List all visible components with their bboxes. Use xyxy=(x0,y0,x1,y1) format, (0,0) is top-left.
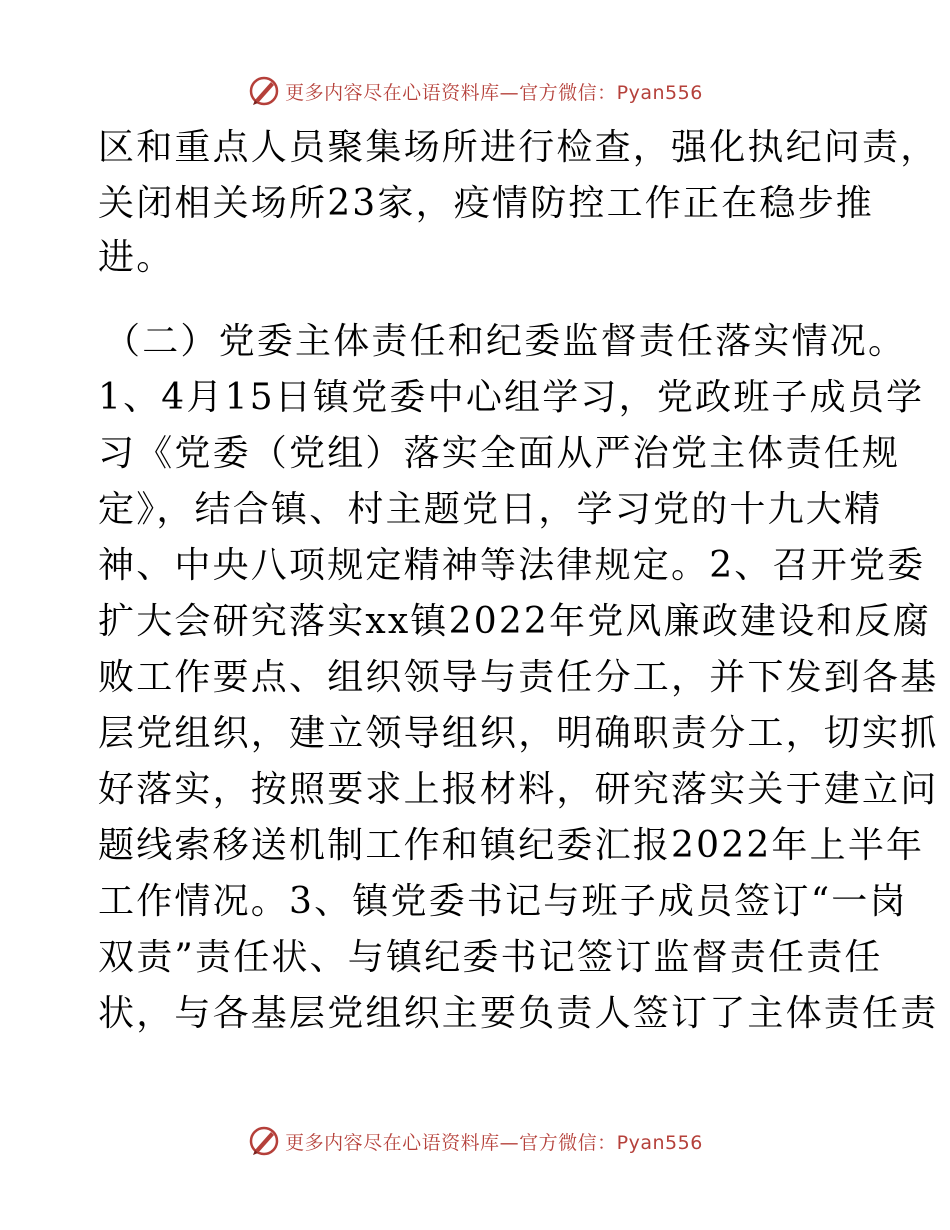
body-line: 区和重点人员聚集场所进行检查，强化执纪问责， xyxy=(98,127,939,168)
body-line: 工作情况。3、镇党委书记与班子成员签订“一岗 xyxy=(98,881,908,922)
body-line: 败工作要点、组织领导与责任分工，并下发到各基 xyxy=(98,657,939,698)
body-line: 关闭相关场所23家，疫情防控工作正在稳步推 xyxy=(98,183,875,224)
body-line: 状，与各基层党组织主要负责人签订了主体责任责 xyxy=(98,993,939,1034)
body-line: 好落实，按照要求上报材料，研究落实关于建立问 xyxy=(98,769,939,810)
body-line: 层党组织，建立领导组织，明确职责分工，切实抓 xyxy=(98,713,939,754)
body-line: 定》，结合镇、村主题党日，学习党的十九大精 xyxy=(98,489,883,530)
body-line: 进。 xyxy=(98,237,175,278)
watermark-text: 更多内容尽在心语资料库—官方微信：Pyan556 xyxy=(285,81,703,104)
body-line: 习《党委（党组）落实全面从严治党主体责任规 xyxy=(98,433,901,474)
section-heading: （二）党委主体责任和纪委监督责任落实情况。 xyxy=(104,321,907,362)
footer-watermark xyxy=(0,1124,950,1158)
body-line: 题线索移送机制工作和镇纪委汇报2022年上半年 xyxy=(98,825,925,866)
pen-in-circle-icon xyxy=(247,74,281,108)
body-line: 1、4月15日镇党委中心组学习，党政班子成员学 xyxy=(98,377,925,418)
header-watermark xyxy=(0,74,950,108)
body-line: 神、中央八项规定精神等法律规定。2、召开党委 xyxy=(98,545,926,586)
pen-in-circle-icon xyxy=(247,1124,281,1158)
watermark-text: 更多内容尽在心语资料库—官方微信：Pyan556 xyxy=(285,1131,703,1154)
body-line: 扩大会研究落实xx镇2022年党风廉政建设和反腐 xyxy=(98,601,932,642)
body-line: 双责”责任状、与镇纪委书记签订监督责任责任 xyxy=(98,937,883,978)
